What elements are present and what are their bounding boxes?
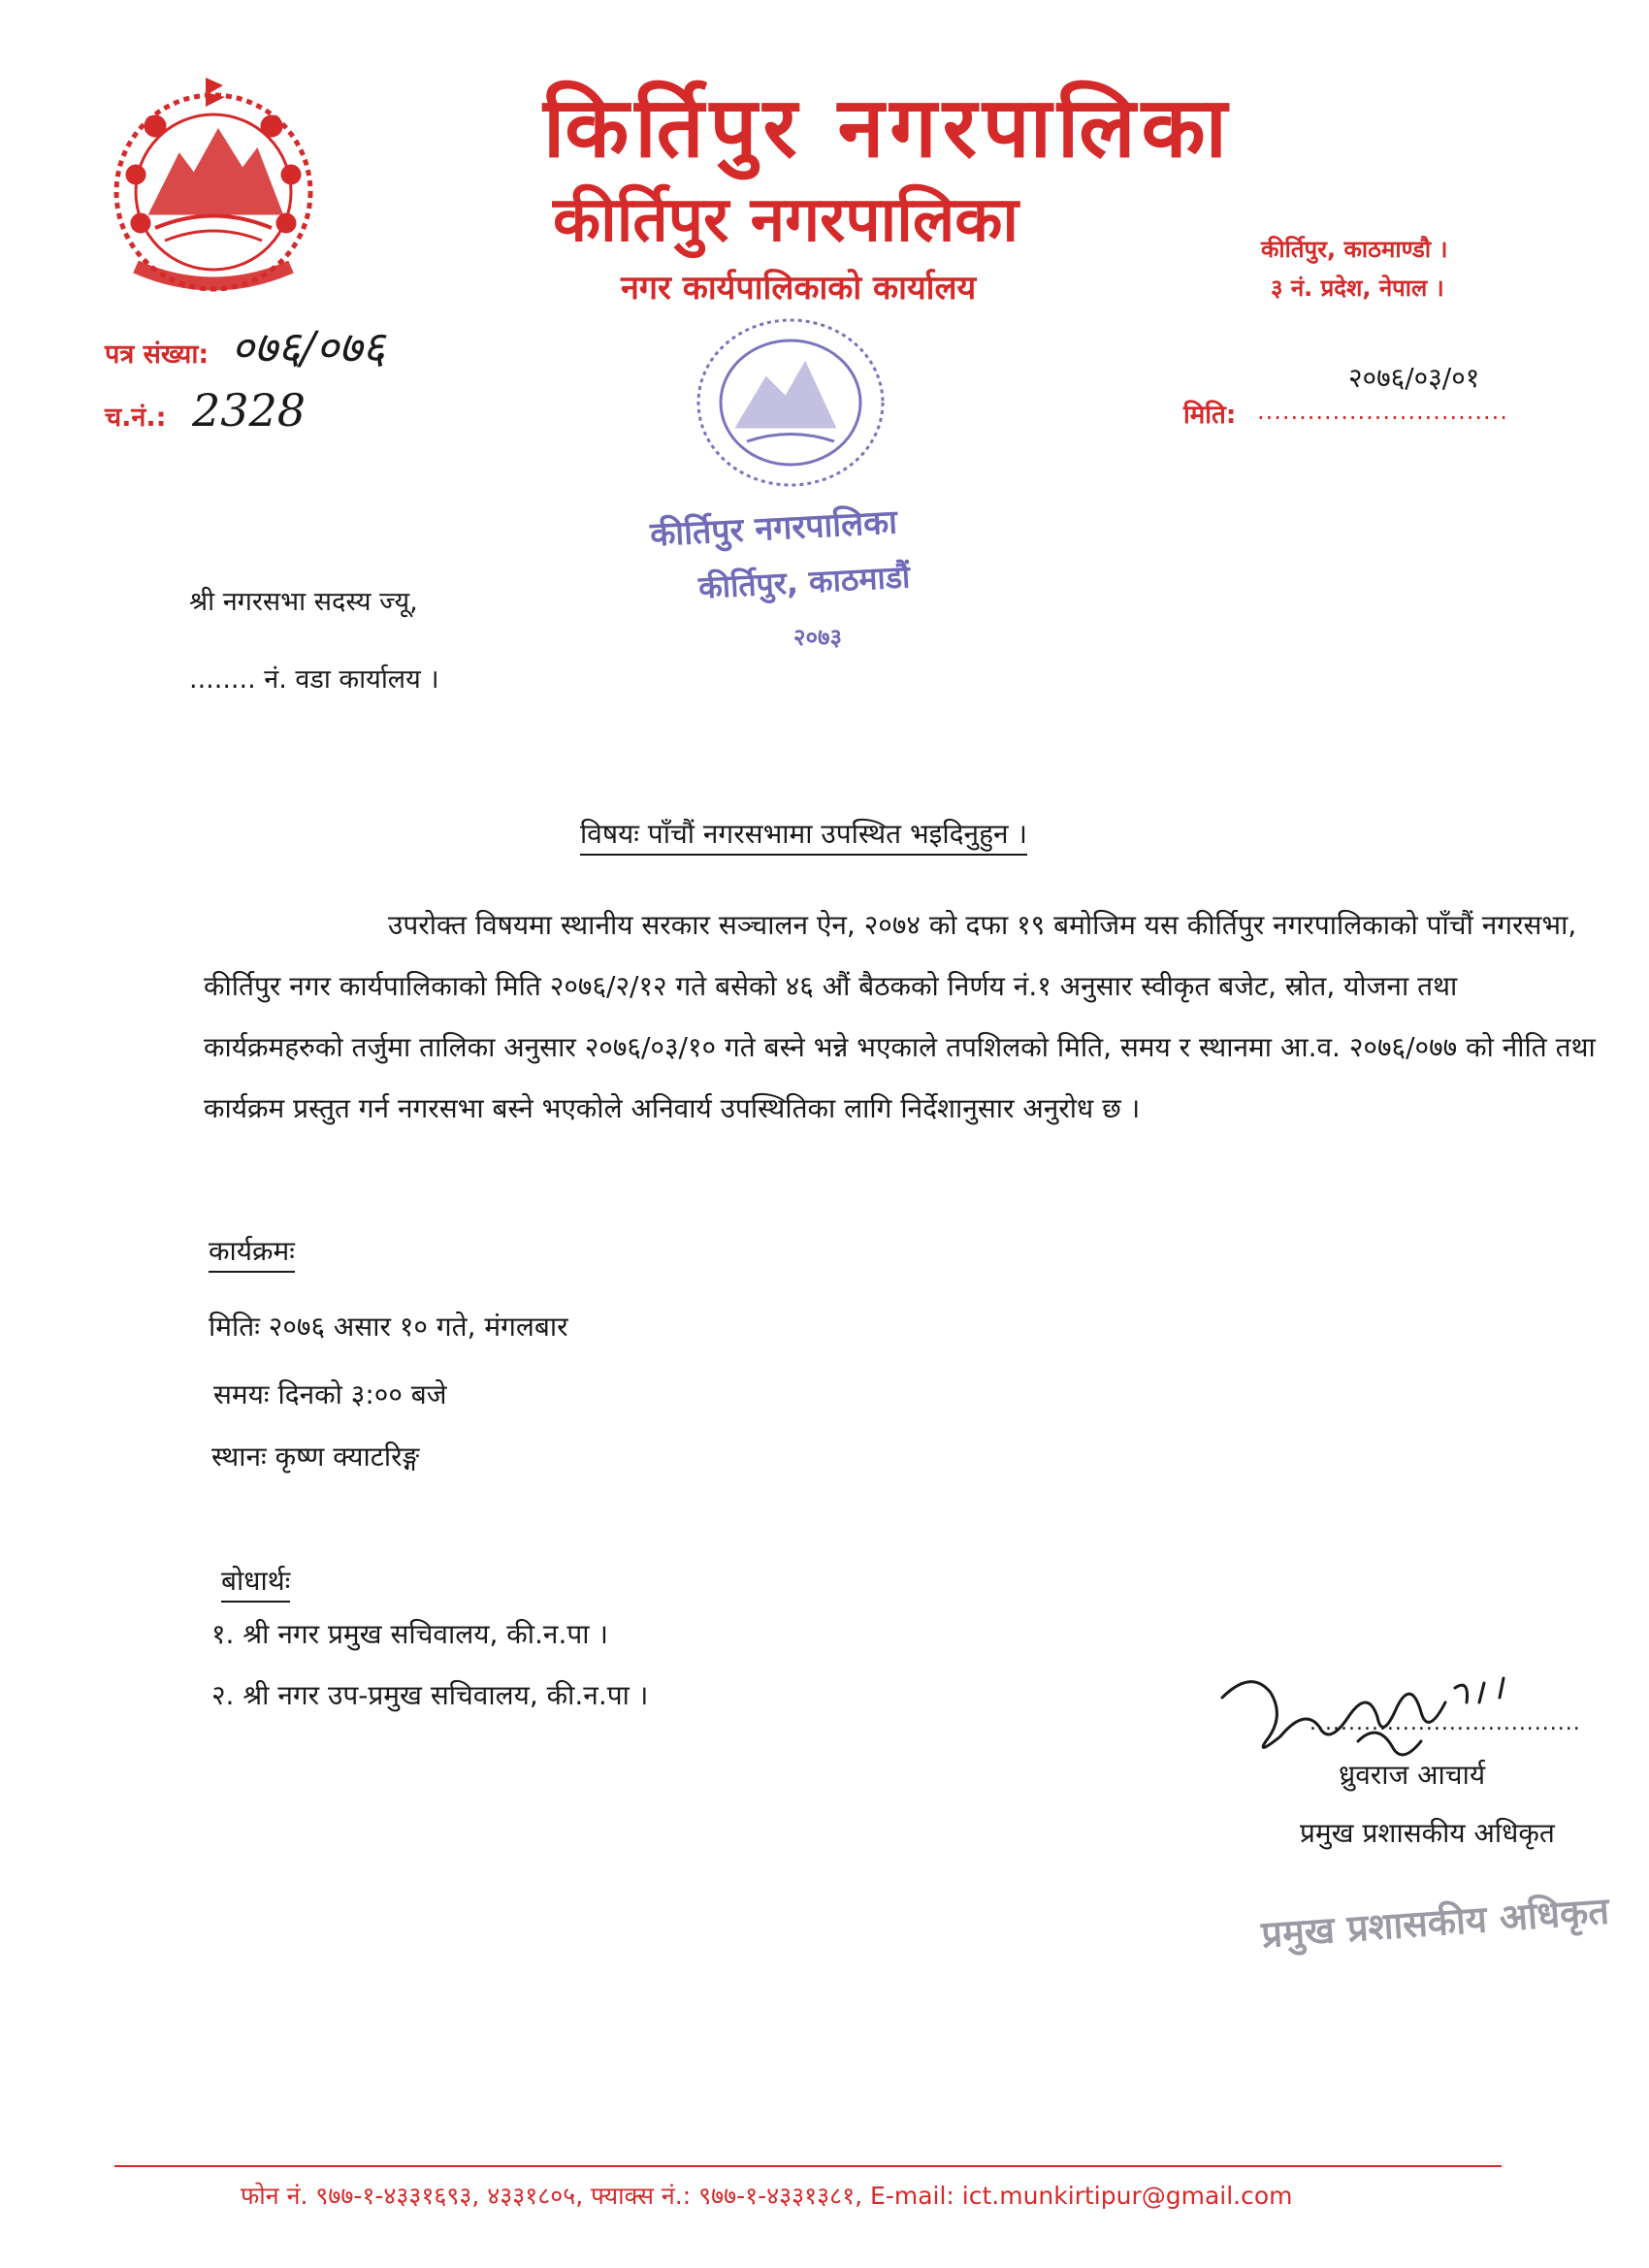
office-stamp-year: २०७३ (793, 624, 842, 651)
municipality-title-decorative: किर्तिपुर नगरपालिका (543, 80, 1233, 177)
addressee-line: श्री नगरसभा सदस्य ज्यू, (189, 587, 418, 617)
designation-stamp: प्रमुख प्रशासकीय अधिकृत (1259, 1889, 1611, 1957)
cc-heading: बोधार्थः (221, 1562, 290, 1603)
office-title: नगर कार्यपालिकाको कार्यालय (621, 269, 977, 308)
government-emblem-icon (97, 68, 330, 310)
letter-number-value: ०७६/०७६ (231, 321, 386, 373)
address-line-2: ३ नं. प्रदेश, नेपाल । (1271, 275, 1444, 302)
footer-contact: फोन नं. ९७७-१-४३३१६९३, ४३३१८०५, फ्याक्स नं.: ९७७-१-४३३१३८१, E-mail: ict.munkirtipur@gmail.com (241, 2182, 1293, 2210)
cc-item-1: १. श्री नगर प्रमुख सचिवालय, की.न.पा । (211, 1618, 609, 1650)
cc-item-2: २. श्री नगर उप-प्रमुख सचिवालय, की.न.पा । (211, 1679, 649, 1711)
programme-date: मितिः २०७६ असार १० गते, मंगलबार (209, 1311, 568, 1343)
programme-place: स्थानः कृष्ण क्याटरिङ्ग (211, 1441, 420, 1473)
programme-heading: कार्यक्रमः (209, 1232, 295, 1273)
letter-date-label: मिति: (1183, 401, 1237, 430)
ward-office-line: ........ नं. वडा कार्यालय । (189, 664, 439, 695)
programme-time: समयः दिनको ३:०० बजे (213, 1378, 447, 1410)
date-dotted-line: .............................. (1257, 398, 1508, 425)
signature-dotted-line: ................................... (1310, 1711, 1581, 1735)
signatory-name: ध्रुवराज आचार्य (1339, 1759, 1486, 1791)
footer-divider (114, 2165, 1502, 2167)
dispatch-number-label: च.नं.: (105, 403, 167, 433)
office-seal-icon (630, 310, 951, 504)
office-stamp-line-1: कीर्तिपुर नगरपालिका (649, 502, 898, 555)
letter-number-label: पत्र संख्या: (105, 340, 210, 370)
dispatch-number-value: 2328 (192, 384, 307, 437)
signatory-title: प्रमुख प्रशासकीय अधिकृत (1300, 1817, 1555, 1849)
address-line-1: कीर्तिपुर, काठमाण्डौ । (1261, 236, 1448, 263)
letter-date-value: २०७६/०३/०१ (1348, 362, 1480, 394)
subject-line: विषयः पाँचौं नगरसभामा उपस्थित भइदिनुहुन । (580, 815, 1027, 856)
body-text: उपरोक्त विषयमा स्थानीय सरकार सञ्चालन ऐन, २०७४ को दफा १९ बमोजिम यस कीर्तिपुर नगरपालिकाको पाँचौं नगरसभा, कीर्तिपुर नगर कार्यपालिकाको मिति २०७६/२/१२ गते बसेको ४६ औं बैठकको निर्णय नं.१ अनुसार स्वीकृत बजेट, स्रोत, योजना तथा कार्यक्रमहरुको तर्जुमा तालिका अनुसार २०७६/०३/१० गते बस्ने भन्ने भएकाले तपशिलको मिति, समय र स्थानमा आ.व. २०७६/०७७ को नीति तथा कार्यक्रम प्रस्तुत गर्न नगरसभा बस्ने भएकोले अनिवार्य उपस्थितिका लागि निर्देशानुसार अनुरोध छ । (204, 909, 1596, 1124)
office-stamp-line-2: कीर्तिपुर, काठमाडौं (697, 558, 912, 606)
municipality-title: कीर्तिपुर नगरपालिका (553, 184, 1018, 256)
body-paragraph (204, 894, 1600, 1139)
